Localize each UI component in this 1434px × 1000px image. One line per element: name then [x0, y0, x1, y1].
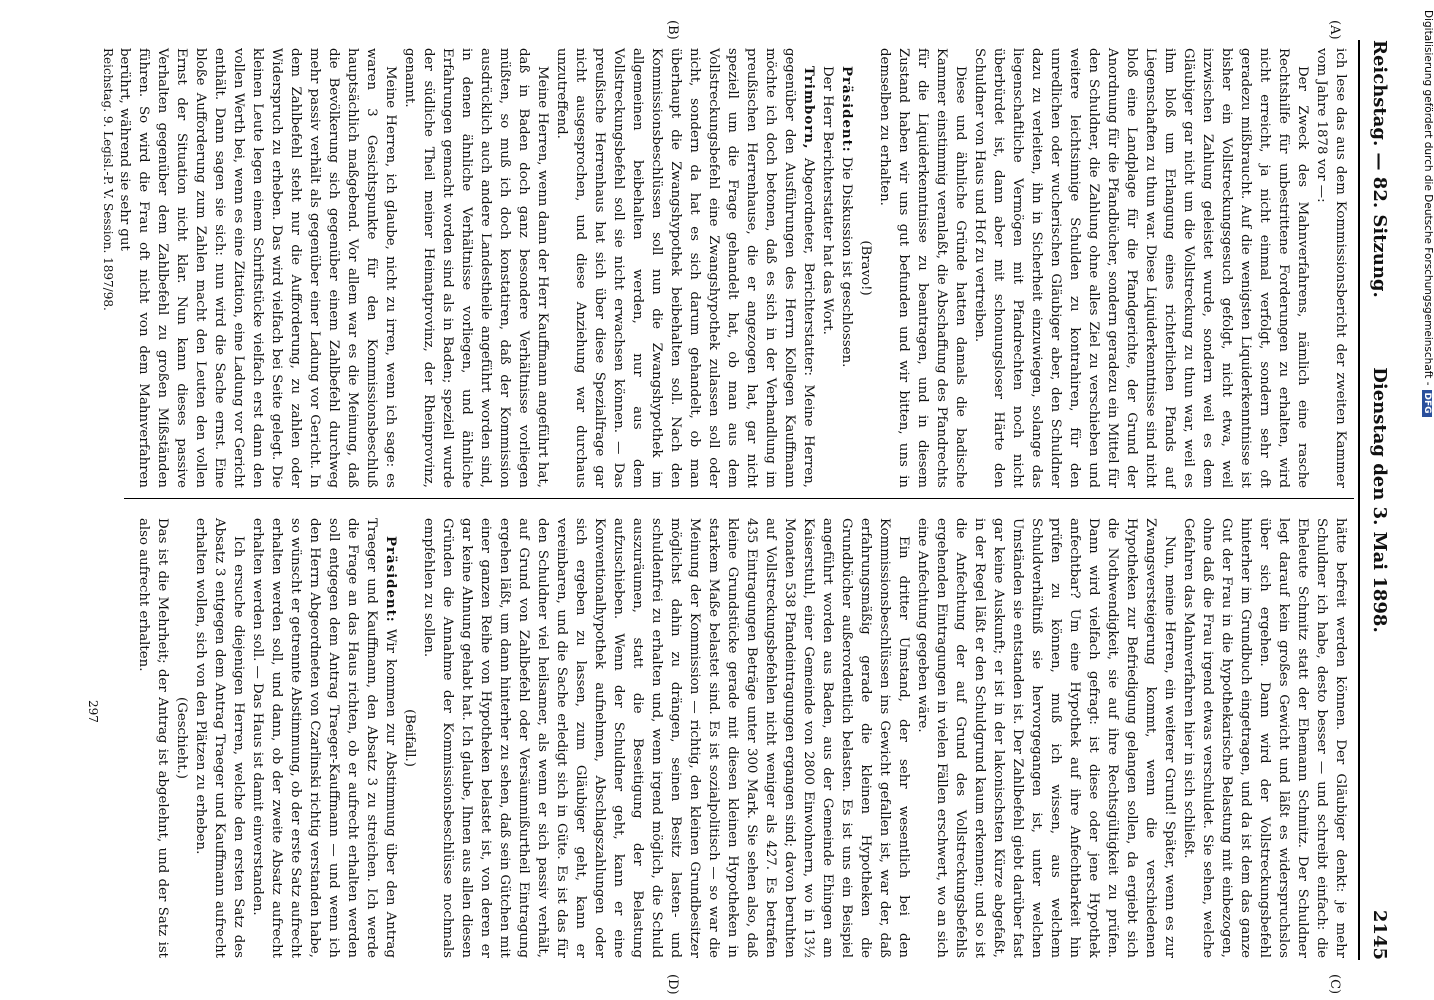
speech-paragraph [837, 48, 856, 488]
body-paragraph: Meine Herren, ich glaube, nicht zu irren, wenn ich sage: es waren 3 Gesichtspunkte für den Kommissionsbeschluß hauptsächlich maßgebend. Vor allem war es die Meinung, daß die Bevölkerung sich gegenüber einem Zahlbefehl durchweg mehr passiv verhält als gegenüber einer Ladung vor Gericht. In dem Zahlbefehl steht nur die Aufforderung, zu zahlen oder Widerspruch zu erheben. Das wird vielfach bei Seite gelegt. Die kleinen Leute legen einem Schriftstücke vielfach erst dann den vollen Werth bei, wenn es eine Zitation, eine Ladung vor Gericht enthält. Dann sagen sie sich: nun wird die Sache ernst. Eine bloße Aufforderung zum Zahlen macht den Leuten den vollen Ernst der Situation nicht klar. Nun kann dieses passive Verhalten gegenüber dem Zahlbefehl zu großen Mißständen führen. So wird die Frau oft nicht von dem Mahnverfahren berührt, während sie sehr gut [117, 48, 398, 488]
margin-marker-d: (D) [665, 974, 680, 995]
digitization-credit [1404, 0, 1434, 1000]
margin-marker-b: (B) [665, 20, 680, 40]
body-paragraph: Nun, meine Herren, ein weiterer Grund! Später, wenn es zur Zwangsversteigerung kommt, wenn die verschiedenen Hypotheken zur Befriedigung gelangen sollen, da ergiebt sich die Nothwendigkeit, sie auf ihre Rechtsgültigkeit zu prüfen. Dann wird vielfach gefragt: ist diese oder jene Hypothek anfechtbar? Um eine Hypothek auf ihre Anfechtbarkeit hin prüfen zu können, muß ich wissen, aus welchem Schuldverhältniß sie hervorgegangen ist, unter welchen Umständen sie entstanden ist. Der Zahlbefehl giebt darüber fast gar keine Auskunft; er ist in der lakonischsten Kürze abgefaßt, in der Regel läßt er den Schuldgrund kaum erkennen; und so ist die Anfechtung der auf Grund des Vollstreckungsbefehls ergehenden Eintragungen in vielen Fällen erschwert, wo an sich eine Anfechtung gegeben wäre. [915, 518, 1177, 958]
body-paragraph: Ich ersuche diejenigen Herren, welche den ersten Satz des Absatz 3 entgegen dem Antrag Traeger und Kauffmann aufrecht erhalten wollen, sich von den Plätzen zu erheben. [193, 518, 246, 958]
credit-label: Digitalisierung gefördert durch die Deutsche Forschungsgemeinschaft - [1422, 10, 1434, 386]
header-left: Reichstag. — 82. Sitzung. [1369, 40, 1390, 298]
body-paragraph: Ein dritter Umstand, der sehr wesentlich bei den Kommissionsbeschlüssen ins Gewicht gefallen ist, war der, daß erfahrungsmäßig gerade die kleinen Hypotheken die Grundbücher außerordentlich belasten. Es ist uns ein Beispiel angeführt worden aus Baden, aus der Gemeinde Ehingen am Kaiserstuhl, einer Gemeinde von 2800 Einwohnern, wo in 13½ Monaten 538 Pfandeintragungen ergangen sind; davon beruhten auf Vollstreckungsbefehlen nicht weniger als 427. Es betrafen 435 Eintragungen Beträge unter 300 Mark. Sie sehen also, daß kleine Grundstücke gerade mit diesen kleinen Hypotheken in starkem Maße belastet sind. Es ist sozialpolitisch — so war die Meinung der Kommission — richtig, den kleinen Grundbesitzer möglichst dahin zu drängen, seinen Besitz lasten- und schuldenfrei zu erhalten und, wenn irgend möglich, die Schuld auszuräumen, statt die Beseitigung der Belastung aufzuschieben. Wenn der Schuldner geht, kann er eine Konventionalhypothek aufnehmen, Abschlagszahlungen oder sich ergeben zu lassen, zum Gläubiger geht, kann er vereinbaren, und die Sache erledigt sich in Güte. Es ist das für den Schuldner viel heilsamer, als wenn er sich passiv verhält, auf Grund von Zahlbefehl oder Versäumnißurtheil Eintragung ergehen läßt, um dann hinterher zu sehen, daß sein Gütchen mit einer ganzen Reihe von Hypotheken belastet ist, von deren er gar keine Ahnung gehabt hat. Ich glaube, Ihnen aus allen diesen Gründen die Annahme der Kommissionsbeschlüsse nochmals empfehlen zu sollen. [421, 518, 911, 958]
session-footnote: Reichstag. 9. Legisl.-P. V. Session. 1897/98. [101, 48, 115, 311]
body-paragraph: ich lese das aus dem Kommissionsbericht der zweiten Kammer vom Jahre 1878 vor —: [1314, 48, 1348, 488]
header-center: Dienstag den 3. Mai 1898. [1369, 367, 1390, 633]
credit-text [1422, 10, 1434, 417]
body-paragraph: Diese und ähnliche Gründe hatten damals die badische Kammer einstimmig veranlaßt, die Abschaffung des Pfandrechts für die Liquiderkenntnisse zu beantragen, und in diesem Zustand haben wir uns gut befunden und wir bitten, uns in demselben zu erhalten. [877, 48, 968, 488]
interjection: (Bravo!) [858, 240, 873, 296]
body-paragraph: Der Zweck des Mahnverfahrens, nämlich eine rasche Rechtshilfe für unbestrittene Forderungen zu erhalten, wird nicht erreicht, ja nicht einmal verfolgt, sondern sehr oft geradezu mißbraucht. Auf die wenigsten Liquiderkenntnisse ist bisher ein Vollstreckungsgesuch gefolgt, nicht etwa, weil inzwischen Zahlung geleistet wurde, sondern weil es dem Gläubiger gar nicht um die Vollstreckung zu thun war, weil es ihm bloß um Erlangung eines richterlichen Pfands auf Liegenschaften zu thun war. Diese Liquiderkenntnisse sind nicht bloß eine Landplage für die Pfandgerichte, der Grund der Anordnung für die Pfandbücher, sondern geradezu ein Mittel für den Schuldner, die Zahlung ohne alles Ziel zu verschieben und weitere leichtsinnige Schulden zu kontrahiren, für den unredlichen oder wucherischen Gläubiger aber, den Schuldner dazu zu verleiten, ihn in Sicherheit einzuwiegen, solange das liegenschaftliche Vermögen mit Pfandrechten noch nicht überbürdet ist, dann aber mit schonungsloser Härte den Schuldner von Haus und Hof zu vertreiben. [972, 48, 1310, 488]
interjection: (Beifall.) [402, 709, 417, 767]
running-header [1360, 40, 1390, 960]
speaker-name: Trimborn, [801, 66, 816, 150]
page-number: 297 [86, 700, 100, 723]
header-rule [1358, 40, 1360, 960]
column-divider [124, 498, 1354, 499]
body-paragraph: Der Herr Berichterstatter hat das Wort. [820, 66, 835, 335]
speech-paragraph [248, 518, 400, 958]
body-paragraph: Das ist die Mehrheit; der Antrag ist abgelehnt, und der Satz ist also aufrecht erhalten. [136, 518, 170, 958]
interjection: (Geschieht.) [174, 697, 189, 779]
speech-text: Abgeordneter, Berichterstatter: Meine Herren, gegenüber den Ausführungen des Herrn Kollegen Kauffmann möchte ich doch betonen, daß es sich in der Verhandlung im preußischen Herrenhause, die er angezogen hat, gar nicht speziell um die Frage gehandelt hat, ob man aus dem Vollstreckungsbefehl eine Zwangshypothek zulassen soll oder nicht, sondern da hat es sich darum gehandelt, ob man überhaupt die Zwangshypothek beibehalten soll. Nach den Kommissionsbeschlüssen soll nun die Zwangshypothek im allgemeinen beibehalten werden, nur aus dem Vollstreckungsbefehl soll sie nicht erwachsen können. — Das preußische Herrenhaus hat sich über diese Spezialfrage gar nicht ausgesprochen, und diese Anziehung war durchaus unzutreffend. [554, 48, 816, 488]
speech-text: Wir kommen zur Abstimmung über den Antrag Traeger und Kauffmann, den Absatz 3 zu streichen. Ich werde die Frage an das Haus richten, ob er aufrecht erhalten werden soll entgegen dem Antrag Traeger-Kauffmann — und wenn ich den Herrn Abgeordneten von Czarlinski richtig verstanden habe, so wünscht er getrennte Abstimmung, ob der erste Satz aufrecht erhalten werden soll, und dann, ob der zweite Absatz aufrecht erhalten werden soll. — Das Haus ist damit einverstanden. [250, 518, 398, 958]
body-paragraph: hätte befreit werden können. Der Gläubiger denkt: je mehr Schuldner ich habe, desto besser — und schreibt einfach: die Eheleute Schmitz statt der Ehemann Schmitz. Der Schuldner legt darauf kein großes Gewicht und läßt es widerspruchslos über sich ergehen. Dann wird der Vollstreckungsbefehl hinterher im Grundbuch eingetragen, und da ist dem das ganze Gut der Frau in die hypothekarische Belastung mit einbezogen, ohne daß die Frau irgend etwas verschuldet. Sie sehen, welche Gefahren das Mahnverfahren hier in sich schließt. [1181, 518, 1348, 958]
speaker-name: Präsident: [839, 66, 854, 153]
margin-marker-c: (C) [1327, 974, 1342, 995]
margin-marker-a: (A) [1327, 20, 1342, 40]
right-text-column [134, 518, 1350, 958]
body-paragraph: Meine Herren, wenn dann der Herr Kauffmann angeführt hat, daß in Baden doch ganz besondere Verhältnisse vorliegen müßten, so muß ich doch konstatiren, daß der Kommission ausdrücklich auch andere Landestheile angeführt worden sind, in denen ähnliche Verhältnisse vorliegen, und ähnliche Erfahrungen gemacht worden sind als in Baden; speziell wurde der südliche Theil meiner Heimatprovinz, der Rheinprovinz, genannt. [402, 48, 550, 488]
speaker-name: Präsident: [383, 536, 398, 623]
left-text-column [115, 48, 1350, 488]
dfg-logo: DFG [1422, 390, 1432, 417]
speech-paragraph [552, 48, 818, 488]
speech-text: Die Diskussion ist geschlossen. [839, 152, 854, 368]
header-page-number: 2145 [1369, 909, 1390, 960]
